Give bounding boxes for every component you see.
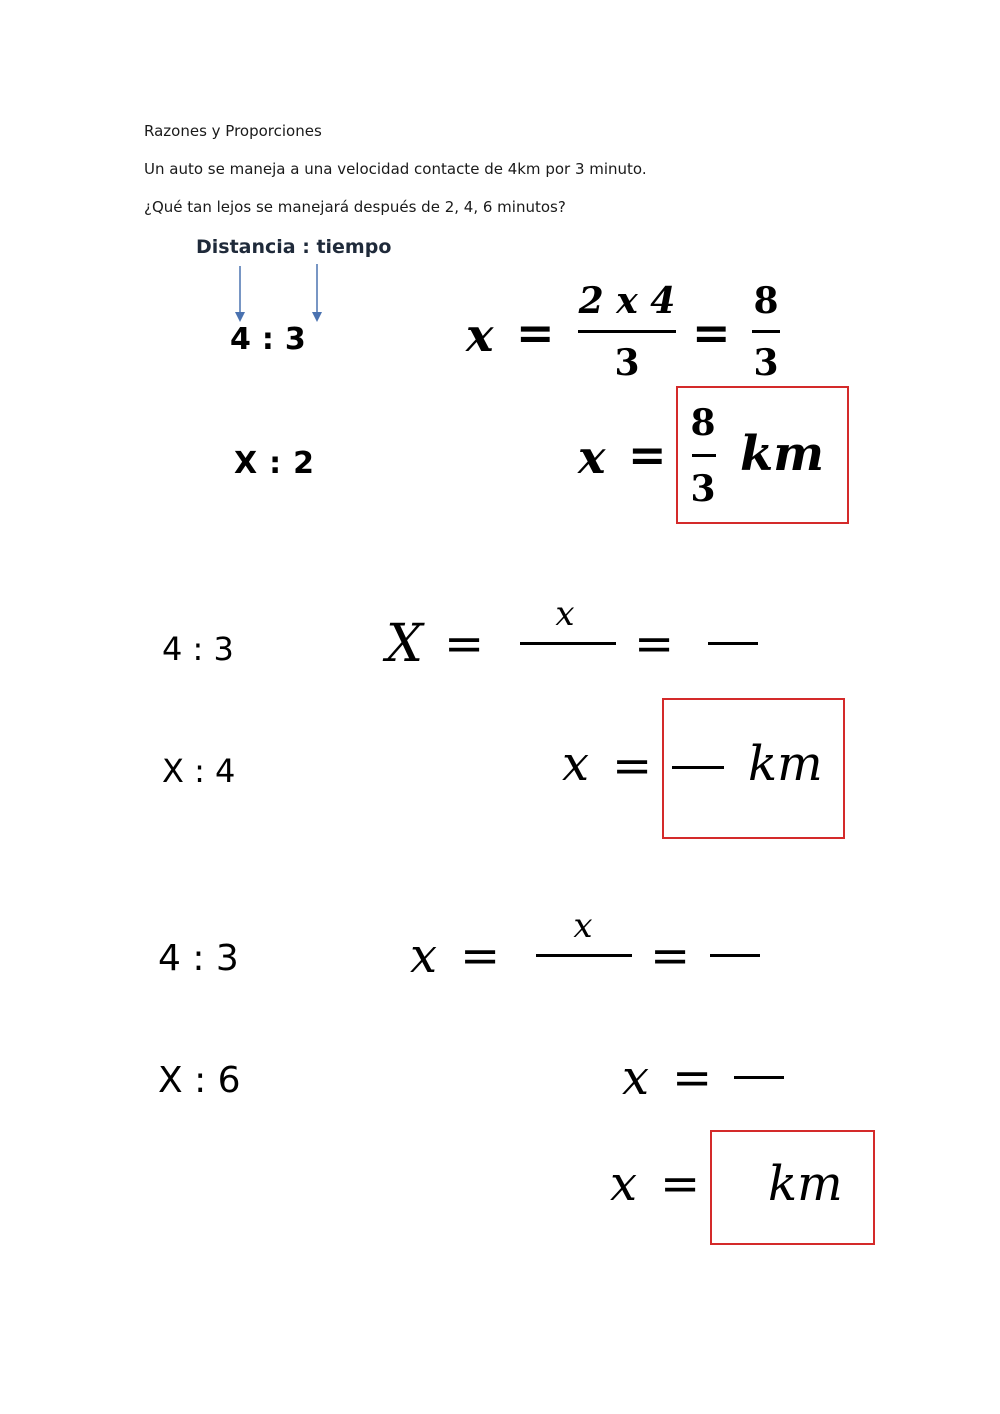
s1-answer-unit: km: [740, 426, 825, 482]
s3-answer-unit: km: [768, 1156, 843, 1212]
s2-answer-fraction-bar: [672, 766, 724, 769]
s1-eq1-var: x: [466, 308, 494, 362]
s3-eq1-fraction-bar: [536, 954, 632, 957]
s3-eq1-result-bar: [710, 954, 760, 957]
s2-eq1-equals: =: [444, 616, 485, 672]
s1-eq1-result-numerator: 8: [753, 280, 779, 322]
s2-eq1-equals-2: =: [634, 616, 675, 672]
s3-eq2-var: x: [622, 1050, 650, 1106]
s1-eq1-equals-2: =: [692, 306, 731, 360]
s2-eq2-equals: =: [612, 738, 653, 794]
s2-eq1-result-bar: [708, 642, 758, 645]
s3-eq1-equals: =: [460, 928, 501, 984]
s1-eq2-equals: =: [628, 428, 667, 482]
legend-arrows: [228, 262, 328, 324]
s2-eq2-var: x: [562, 736, 590, 792]
s3-eq2-result-bar: [734, 1076, 784, 1079]
s2-ratio-given: 4 : 3: [162, 630, 234, 668]
s3-eq1-var: x: [410, 928, 438, 984]
s1-eq1-denominator: 3: [614, 342, 640, 384]
s1-eq1-fraction-bar: [578, 330, 676, 333]
s2-eq1-var: X: [386, 614, 424, 674]
s3-eq1-equals-2: =: [650, 928, 691, 984]
s3-ratio-given: 4 : 3: [158, 938, 239, 979]
s3-eq3-equals: =: [660, 1156, 701, 1212]
s1-eq2-var: x: [578, 430, 606, 484]
s1-eq1-numerator: 2 x 4: [578, 280, 676, 322]
s1-answer-numerator: 8: [690, 402, 716, 444]
s3-eq1-numerator: x: [573, 906, 593, 946]
s2-ratio-unknown: X : 4: [162, 752, 236, 790]
s1-eq1-equals: =: [516, 306, 555, 360]
s3-ratio-unknown: X : 6: [158, 1060, 241, 1101]
worksheet-title: Razones y Proporciones: [144, 122, 322, 140]
question-text: ¿Qué tan lejos se manejará después de 2, 4, 6 minutos?: [144, 198, 566, 216]
s2-answer-unit: km: [748, 736, 823, 792]
s1-eq1-result-denominator: 3: [753, 342, 779, 384]
s3-eq3-var: x: [610, 1156, 638, 1212]
s3-eq2-equals: =: [672, 1050, 713, 1106]
s1-answer-fraction-bar: [692, 454, 716, 457]
s2-eq1-numerator: x: [555, 594, 575, 634]
s2-eq1-fraction-bar: [520, 642, 616, 645]
s1-ratio-given: 4 : 3: [230, 322, 306, 357]
ratio-legend: Distancia : tiempo: [196, 236, 392, 258]
s1-answer-denominator: 3: [690, 468, 716, 510]
s1-eq1-result-bar: [752, 330, 780, 333]
s1-ratio-unknown: X : 2: [234, 446, 315, 481]
problem-statement: Un auto se maneja a una velocidad contacte de 4km por 3 minuto.: [144, 160, 647, 178]
